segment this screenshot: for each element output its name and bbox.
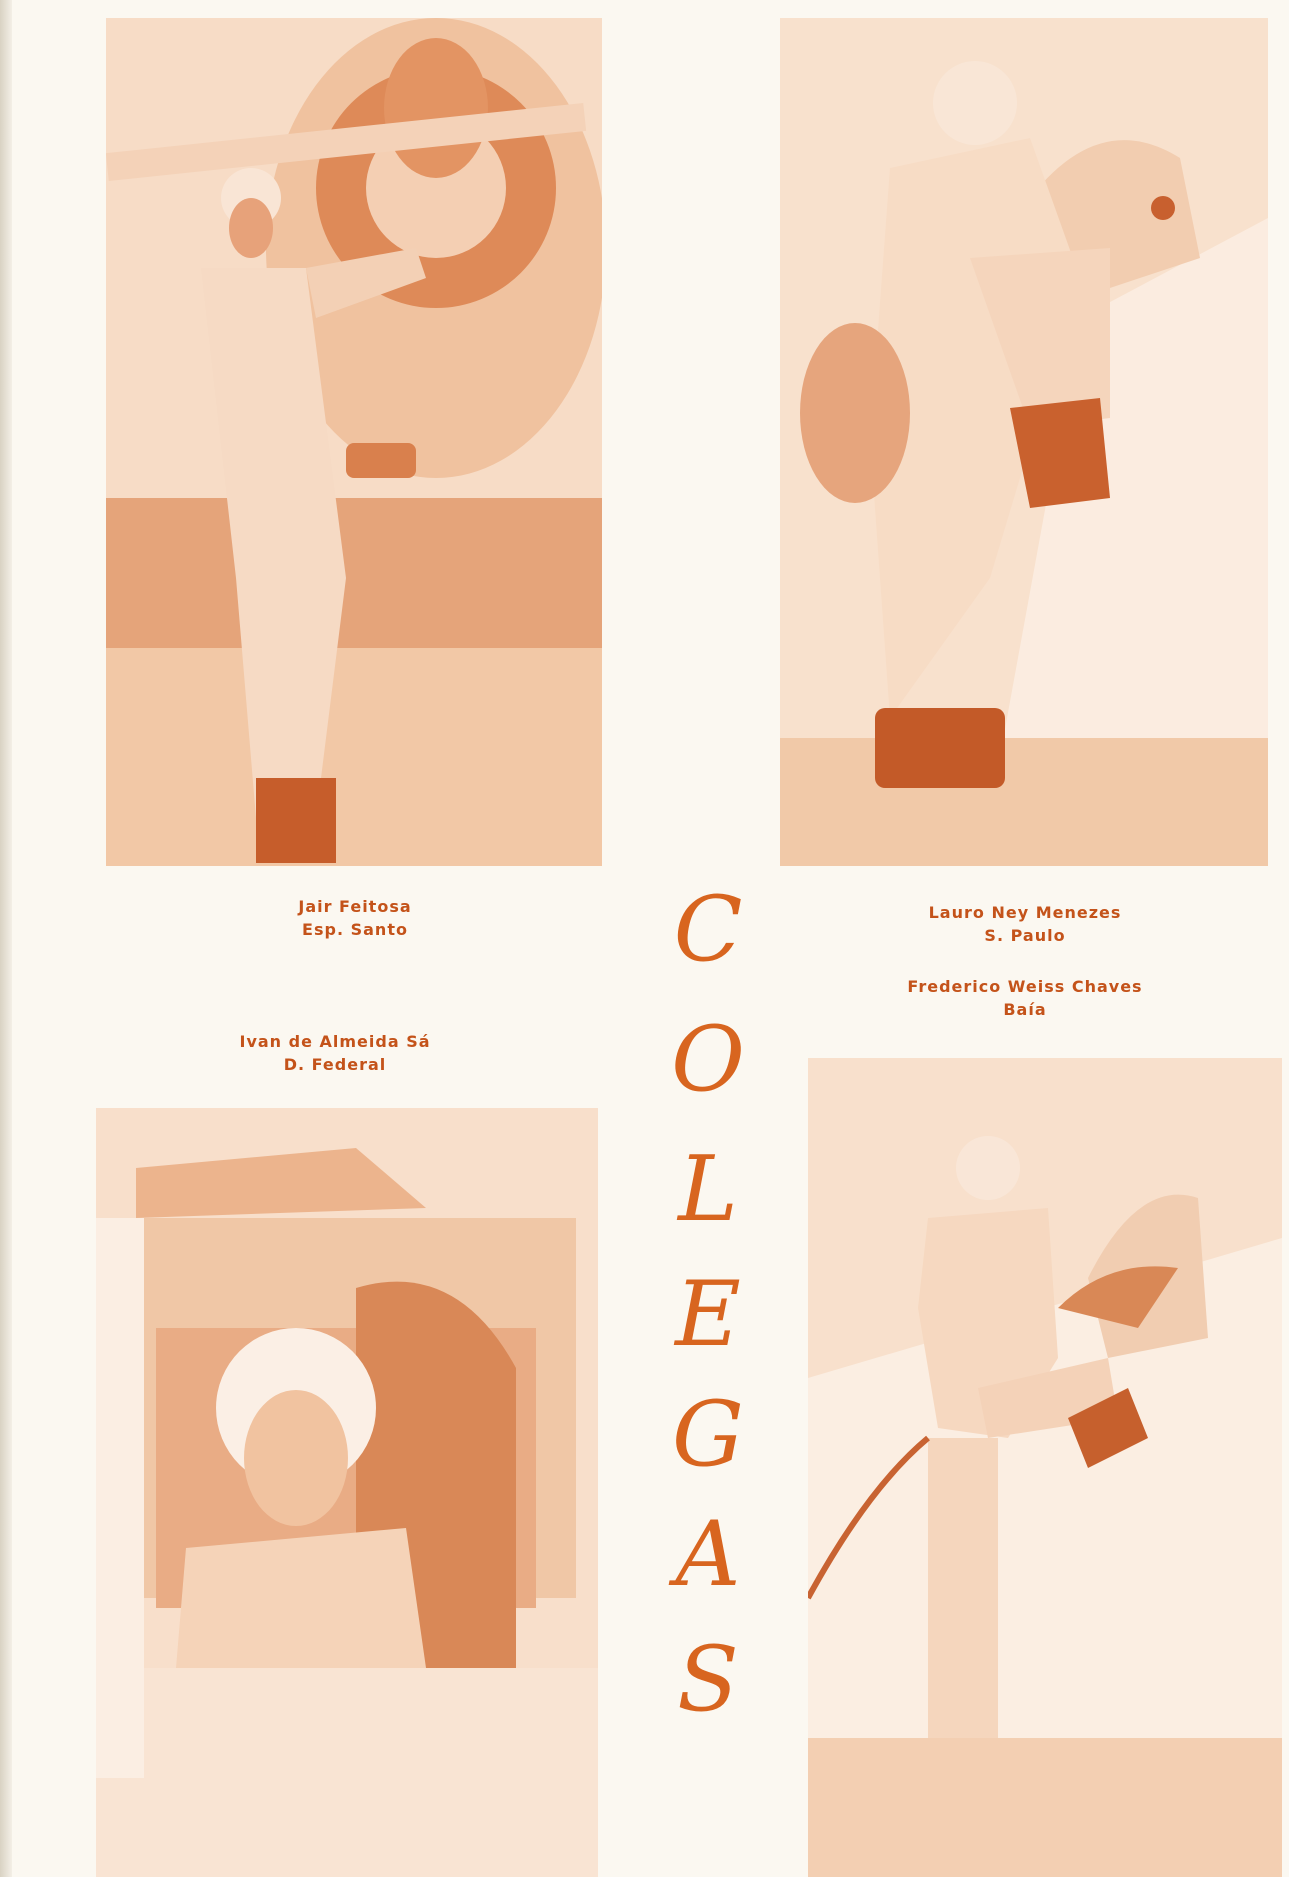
title-letter-l: L xyxy=(678,1137,738,1242)
photo-frederico-weiss-chaves xyxy=(808,1058,1282,1877)
caption-lauro-ney-menezes xyxy=(900,901,1150,947)
page-edge xyxy=(0,0,12,1877)
title-letter-c: C xyxy=(673,877,743,982)
title-letter-s: S xyxy=(677,1627,739,1732)
title-letter-e: E xyxy=(675,1262,741,1367)
person-place: S. Paulo xyxy=(984,926,1066,945)
person-place: D. Federal xyxy=(283,1055,387,1074)
photo-jair-feitosa xyxy=(106,18,602,866)
person-name: Frederico Weiss Chaves xyxy=(907,977,1143,996)
person-name: Jair Feitosa xyxy=(298,897,412,916)
caption-frederico-weiss-chaves xyxy=(880,975,1170,1021)
person-name: Ivan de Almeida Sá xyxy=(239,1032,431,1051)
person-name: Lauro Ney Menezes xyxy=(928,903,1122,922)
photo-lauro-ney-menezes xyxy=(780,18,1268,866)
title-letter-a: A xyxy=(675,1502,741,1607)
title-letter-g: G xyxy=(672,1382,744,1487)
caption-jair-feitosa xyxy=(255,895,455,941)
caption-ivan-de-almeida-sa xyxy=(210,1030,460,1076)
photo-lauro-ney-menezes-image xyxy=(780,18,1268,866)
photo-frederico-weiss-chaves-image xyxy=(808,1058,1282,1877)
person-place: Baía xyxy=(1003,1000,1047,1019)
photo-ivan-de-almeida-sa xyxy=(96,1108,598,1877)
photo-ivan-de-almeida-sa-image xyxy=(96,1108,598,1877)
photo-jair-feitosa-image xyxy=(106,18,602,866)
person-place: Esp. Santo xyxy=(302,920,408,939)
title-letter-o: O xyxy=(671,1007,745,1112)
